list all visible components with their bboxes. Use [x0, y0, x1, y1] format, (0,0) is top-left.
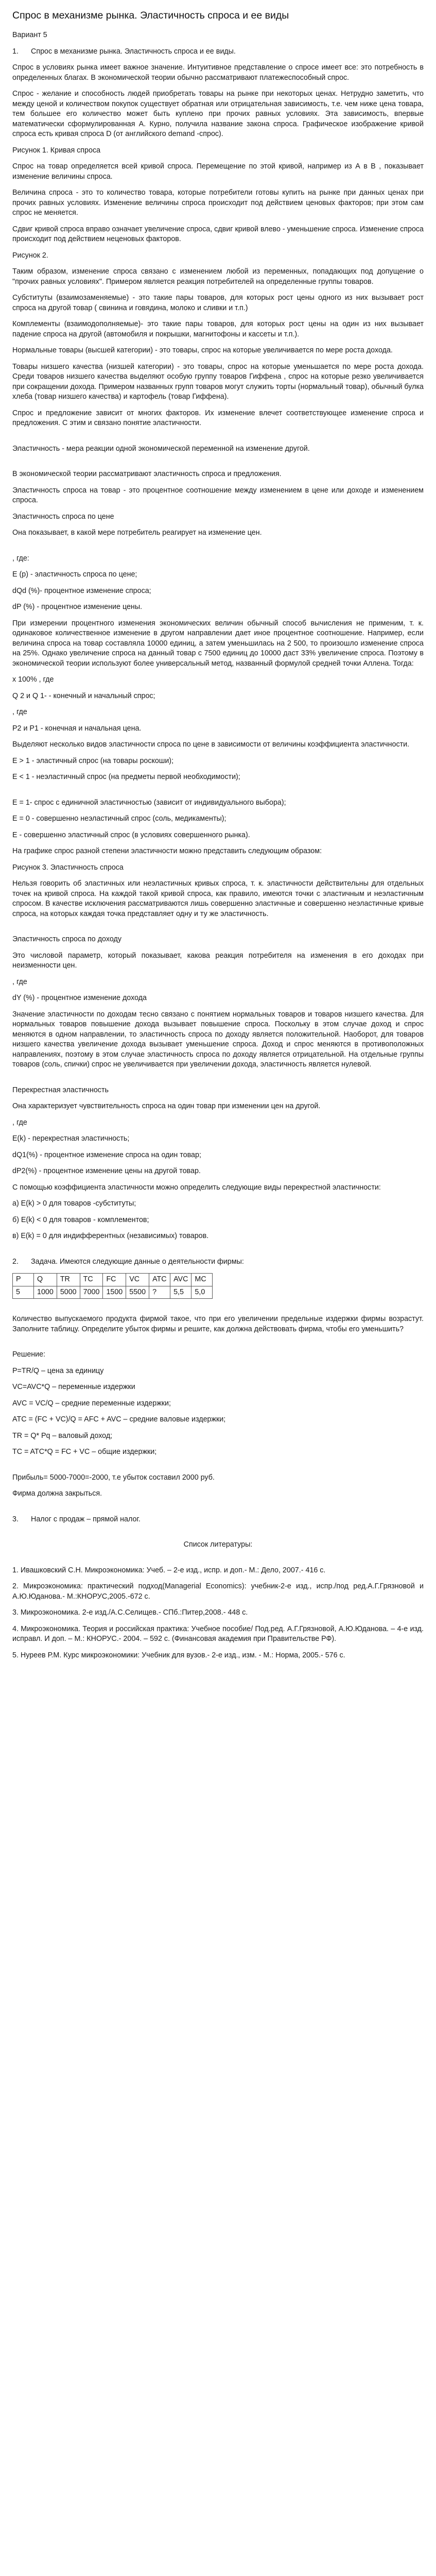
- paragraph: 1. Ивашковский С.Н. Микроэкономика: Учеб. – 2-е изд., испр. и доп.- М.: Дело, 2007.- 416 с.: [12, 1566, 326, 1574]
- paragraph: С помощью коэффициента эластичности можно определить следующие виды перекрестной эластичности:: [12, 1183, 381, 1192]
- table-cell: ?: [149, 1286, 170, 1299]
- table-cell: 1500: [103, 1286, 126, 1299]
- paragraph: Сдвиг кривой спроса вправо означает увеличение спроса, сдвиг кривой влево - уменьшение спроса. Изменение спроса происходит под действием неценовых факторов.: [12, 225, 424, 243]
- firm-data-table: [12, 1273, 213, 1299]
- paragraph: VC=AVC*Q – переменные издержки: [12, 1383, 135, 1391]
- paragraph: Товары низшего качества (низшей категории) - это товары, спрос на которые уменьшается по мере роста дохода. Среди товаров низшего качества выделяют особую группу товаров Гиффена , спрос на которые резко увеличивается при сокращении дохода. Примером названных групп товаров могут служить торты (нормальный товар), обычный булка хлеба (товар низшего качества) и картофель (товар Гиффена).: [12, 362, 424, 401]
- paragraph: , где:: [12, 554, 29, 563]
- paragraph: Е < 1 - неэластичный спрос (на предметы первой необходимости);: [12, 773, 240, 781]
- paragraph: Рисунок 2.: [12, 251, 48, 260]
- paragraph: AVC = VC/Q – средние переменные издержки;: [12, 1399, 171, 1408]
- table-cell: 1000: [34, 1286, 57, 1299]
- table-cell: 5000: [57, 1286, 80, 1299]
- paragraph: Спрос в условиях рынка имеет важное значение. Интуитивное представление о спросе имеет все: это потребность в определенных благах. В экономической теории обычно рассматривают платежеспособный спрос.: [12, 63, 424, 82]
- item-number: 2.: [12, 1257, 19, 1266]
- paragraph: Нельзя говорить об эластичных или неэластичных кривых спроса, т. к. эластичности действительны для отдельных точек на кривой спроса. На каждой такой кривой спроса, как правило, имеются точки с эластичным и неэластичным спросом. В качестве исключения рассматриваются лишь совершенно эластичные и совершенно неэластичные кривые спроса, на которых каждая точка представляет одну и ту же эластичность.: [12, 879, 424, 918]
- page-title: Спрос в механизме рынка. Эластичность спроса и ее виды: [12, 10, 289, 21]
- table-cell: ATC: [149, 1274, 170, 1286]
- table-cell: FC: [103, 1274, 126, 1286]
- paragraph: Решение:: [12, 1350, 46, 1359]
- paragraph: , где: [12, 1118, 27, 1127]
- paragraph: Она характеризует чувствительность спроса на один товар при изменении цен на другой.: [12, 1102, 321, 1110]
- numbered-item: [12, 47, 424, 57]
- paragraph: Вариант 5: [12, 31, 47, 39]
- paragraph: При измерении процентного изменения экономических величин обычный способ вычисления не применим, т. к. одинаковое количественное изменение в другом направлении дает иное процентное соотношение. Например, если величина спроса на товар составляла 10000 единиц, а затем уменьшилась на 2 500, то произошло изменение спроса на 25%. Однако увеличение спроса на данный товар с 7500 единиц до 10000 даст 33% увеличение спроса. Поэтому в экономической теории используют более универсальный метод, названный формулой средней точки Аллена. Тогда:: [12, 619, 424, 668]
- paragraph: ATC = (FC + VC)/Q = AFC + AVC – средние валовые издержки;: [12, 1415, 226, 1423]
- item-text: Спрос в механизме рынка. Эластичность спроса и ее виды.: [31, 47, 236, 56]
- numbered-item: [12, 1257, 424, 1267]
- paragraph: Значение эластичности по доходам тесно связано с понятием нормальных товаров и товаров низшего качества. Для нормальных товаров повышение дохода вызывает повышение спроса. Поскольку в этом случае доход и спрос меняются в одном направлении, то эластичность спроса по доходу является положительной. Наоборот, для товаров низшего качества увеличение дохода вызывает уменьшение спроса. Доход и спрос меняются в противоположных направлениях, поэтому в этом случае эластичность спроса по доходу является отрицательной. На отдельные группы товаров (соль, спички) спрос не увеличивается при увеличении дохода, эластичность является нулевой.: [12, 1010, 424, 1069]
- document-body: [12, 30, 424, 1660]
- paragraph: х 100% , где: [12, 675, 54, 684]
- paragraph: Спрос на товар определяется всей кривой спроса. Перемещение по этой кривой, например из А в В , показывает изменение величины спроса.: [12, 162, 424, 181]
- paragraph: Е = 0 - совершенно неэластичный спрос (соль, медикаменты);: [12, 815, 226, 823]
- paragraph: Величина спроса - это то количество товара, которые потребители готовы купить на рынке при данных ценах при прочих равных условиях. Изменение величины спроса происходит под действием ценовых факторов; при этом сам спрос не меняется.: [12, 189, 424, 217]
- paragraph: Рисунок 1. Кривая спроса: [12, 146, 101, 155]
- paragraph: а) E(k) > 0 для товаров -субституты;: [12, 1199, 136, 1208]
- paragraph: На графике спрос разной степени эластичности можно представить следующим образом:: [12, 847, 322, 855]
- table-cell: TR: [57, 1274, 80, 1286]
- paragraph: Q 2 и Q 1- - конечный и начальный спрос;: [12, 691, 155, 700]
- paragraph: 3. Микроэкономика. 2-е изд./А.С.Селищев.- СПб.:Питер,2008.- 448 с.: [12, 1608, 248, 1617]
- paragraph: Нормальные товары (высшей категории) - это товары, спрос на которые увеличивается по мере роста дохода.: [12, 346, 393, 354]
- table-cell: 7000: [80, 1286, 103, 1299]
- paragraph: Эластичность спроса на товар - это процентное соотношение между изменением в цене или доходе и изменением спроса.: [12, 486, 424, 504]
- paragraph: Количество выпускаемого продукта фирмой такое, что при его увеличении предельные издержки фирмы возрастут. Заполните таблицу. Определите убыток фирмы и решите, как должна действовать фирма, чтобы его уменьшить?: [12, 1315, 424, 1333]
- paragraph: dY (%) - процентное изменение дохода: [12, 994, 147, 1002]
- paragraph: TR = Q* Pq – валовый доход;: [12, 1431, 113, 1440]
- paragraph: P=TR/Q – цена за единицу: [12, 1366, 104, 1375]
- table-cell: 5,0: [191, 1286, 213, 1299]
- item-number: 3.: [12, 1515, 19, 1523]
- paragraph: Рисунок 3. Эластичность спроса: [12, 863, 124, 872]
- table-cell: P: [13, 1274, 34, 1286]
- paragraph: Она показывает, в какой мере потребитель реагирует на изменение цен.: [12, 529, 262, 537]
- paragraph: Эластичность спроса по доходу: [12, 935, 121, 943]
- paragraph: E (p) - эластичность спроса по цене;: [12, 570, 137, 579]
- paragraph: Е - совершенно эластичный спрос (в условиях совершенного рынка).: [12, 831, 250, 839]
- paragraph: в) E(k) = 0 для индифферентных (независимых) товаров.: [12, 1232, 209, 1240]
- table-cell: 5,5: [170, 1286, 191, 1299]
- paragraph: 2. Микроэкономика: практический подход(Managerial Economics): учебник-2-е изд., испр./под ред.А.Г.Грязновой и А.Ю.Юданова.- М.:КНОРУС,2005.-672 с.: [12, 1582, 424, 1601]
- table-cell: MC: [191, 1274, 213, 1286]
- paragraph: Таким образом, изменение спроса связано с изменением любой из переменных, попадающих под допущение о "прочих равных условиях". Примером является реакция потребителей на определенные группы товаров.: [12, 267, 424, 286]
- paragraph: 4. Микроэкономика. Теория и российская практика: Учебное пособие/ Под.ред. А.Г.Грязновой, А.Ю.Юданова. – 4-е изд. исправл. И доп. – М.: КНОРУС.- 2004. – 592 с. (Финансовая академия при Правительстве РФ).: [12, 1624, 424, 1643]
- paragraph: Спрос - желание и способность людей приобретать товары на рынке при некоторых ценах. Нетрудно заметить, что между ценой и количеством покупок существует обратная или отрицательная зависимость, т.е. чем ниже цена товара, тем большее его количество может быть куплено при прочих равных условиях. Эта зависимость, впервые математически сформулированная А. Курно, получила название закона спроса. Графическое изображение кривой спроса есть кривая спроса D (от английского demand -спрос).: [12, 90, 424, 138]
- numbered-item: [12, 1515, 424, 1525]
- paragraph: dQd (%)- процентное изменение спроса;: [12, 586, 151, 595]
- paragraph: Фирма должна закрыться.: [12, 1489, 102, 1498]
- paragraph: dP (%) - процентное изменение цены.: [12, 603, 143, 611]
- table-cell: 5500: [126, 1286, 149, 1299]
- item-text: Задача. Имеются следующие данные о деятельности фирмы:: [31, 1257, 244, 1266]
- table-cell: Q: [34, 1274, 57, 1286]
- paragraph: Эластичность спроса по цене: [12, 512, 114, 521]
- paragraph: Субституты (взаимозаменяемые) - это такие пары товаров, для которых рост цены одного из них вызывает рост спроса на другой товар ( свинина и говядина, молоко и сливки и т.п.): [12, 294, 424, 312]
- paragraph: TC = ATC*Q = FC + VC – общие издержки;: [12, 1448, 157, 1456]
- paragraph: dP2(%) - процентное изменение цены на другой товар.: [12, 1167, 201, 1175]
- table-cell: VC: [126, 1274, 149, 1286]
- table-row: [13, 1286, 213, 1299]
- table-row: [13, 1274, 213, 1286]
- paragraph: Это числовой параметр, который показывает, какова реакция потребителя на изменения в его доходах при неизменности цен.: [12, 951, 424, 970]
- paragraph: Прибыль= 5000-7000=-2000, т.е убыток составил 2000 руб.: [12, 1473, 215, 1482]
- paragraph: P2 и P1 - конечная и начальная цена.: [12, 724, 142, 733]
- table-cell: 5: [13, 1286, 34, 1299]
- paragraph: Е > 1 - эластичный спрос (на товары роскоши);: [12, 756, 174, 765]
- item-number: 1.: [12, 47, 19, 56]
- paragraph: E(k) - перекрестная эластичность;: [12, 1134, 130, 1143]
- paragraph: Спрос и предложение зависит от многих факторов. Их изменение влечет соответствующее изменение спроса и предложения. С этим и связано понятие эластичности.: [12, 409, 424, 427]
- section-heading: Список литературы:: [183, 1540, 253, 1549]
- paragraph: Эластичность - мера реакции одной экономической переменной на изменение другой.: [12, 444, 310, 453]
- paragraph: Перекрестная эластичность: [12, 1086, 109, 1094]
- item-text: Налог с продаж – прямой налог.: [31, 1515, 141, 1523]
- table-cell: TC: [80, 1274, 103, 1286]
- paragraph: Е = 1- спрос с единичной эластичностью (зависит от индивидуального выбора);: [12, 798, 286, 807]
- table-cell: AVC: [170, 1274, 191, 1286]
- paragraph: , где: [12, 708, 27, 716]
- paragraph: б) E(k) < 0 для товаров - комплементов;: [12, 1215, 149, 1224]
- paragraph: 5. Нуреев Р.М. Курс микроэкономики: Учебник для вузов.- 2-е изд., изм. - М.: Норма, 2005.- 576 с.: [12, 1651, 345, 1659]
- paragraph: В экономической теории рассматривают эластичность спроса и предложения.: [12, 470, 282, 478]
- paragraph: , где: [12, 977, 27, 986]
- paragraph: Комплементы (взаимодополняемые)- это такие пары товаров, для которых рост цены на один из них вызывает падение спроса на другой (автомобиля и покрышки, магнитофоны и кассеты и т.п.).: [12, 320, 424, 338]
- paragraph: dQ1(%) - процентное изменение спроса на один товар;: [12, 1150, 201, 1159]
- paragraph: Выделяют несколько видов эластичности спроса по цене в зависимости от величины коэффициента эластичности.: [12, 740, 410, 749]
